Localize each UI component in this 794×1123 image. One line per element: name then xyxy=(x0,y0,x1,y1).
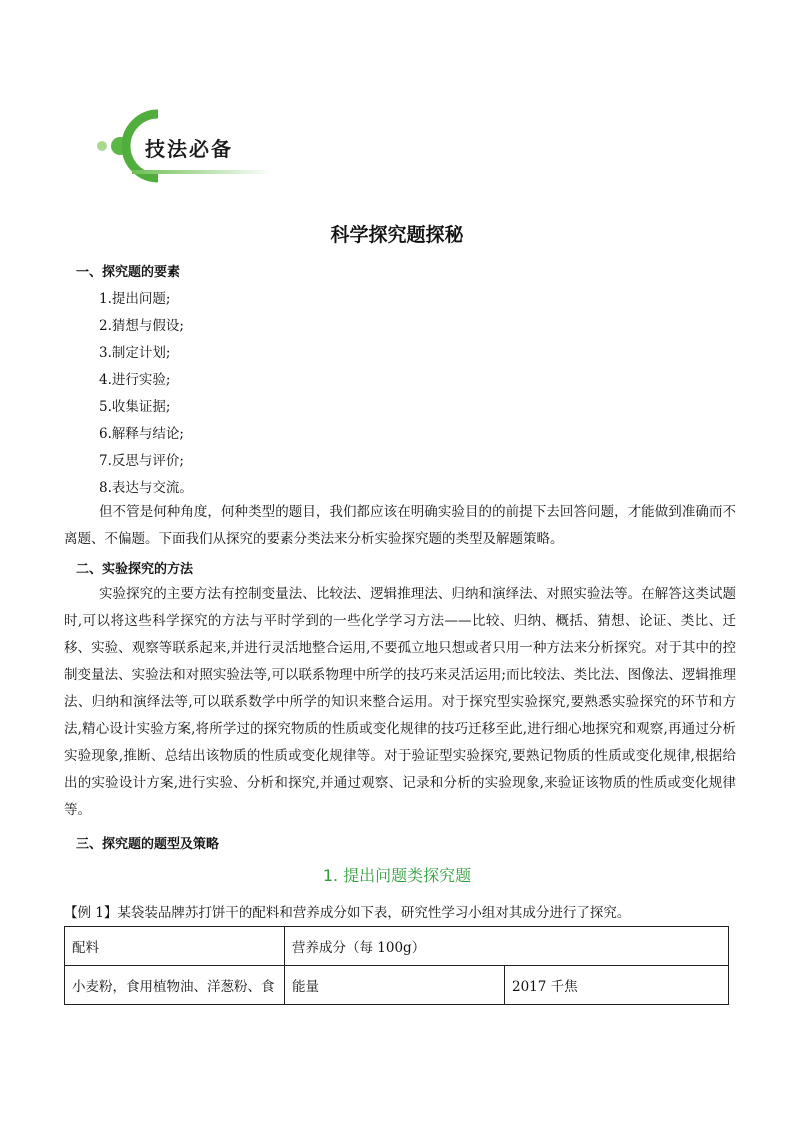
table-cell: 2017 千焦 xyxy=(505,966,729,1005)
table-row xyxy=(65,927,729,966)
table-row xyxy=(65,966,729,1005)
table-cell: 能量 xyxy=(285,966,505,1005)
page-title: 科学探究题探秘 xyxy=(330,224,464,246)
table-header-cell: 配料 xyxy=(65,927,285,966)
section3-heading: 三、探究题的题型及策略 xyxy=(76,837,220,852)
step-item: 8.表达与交流。 xyxy=(99,480,193,496)
step-item: 4.进行实验; xyxy=(99,372,171,388)
question-type-subheading: 1. 提出问题类探究题 xyxy=(322,866,472,885)
step-item: 7.反思与评价; xyxy=(99,453,184,469)
section1-heading: 一、探究题的要素 xyxy=(76,265,181,280)
step-item: 2.猜想与假设; xyxy=(99,318,184,334)
section2-paragraph: 实验探究的主要方法有控制变量法、比较法、逻辑推理法、归纳和演绎法、对照实验法等。在解答这类试题时,可以将这些科学探究的方法与平时学到的一些化学学习方法——比较、归纳、概括、猜想、论证、类比、迁移、实验、观察等联系起来,并进行灵活地整合运用,不要孤立地只想或者只用一种方法来分析探究。对于其中的控制变量法、实验法和对照实验法等,可以联系物理中所学的技巧来灵活运用;而比较法、类比法、图像法、逻辑推理法、归纳和演绎法等,可以联系数学中所学的知识来整合运用。对于探究型实验探究,要熟悉实验探究的环节和方法,精心设计实验方案,将所学过的探究物质的性质或变化规律的技巧迁移至此,进行细心地探究和观察,再通过分析实验现象,推断、总结出该物质的性质或变化规律等。对于验证型实验探究,要熟记物质的性质或变化规律,根据给出的实验设计方案,进行实验、分析和探究,并通过观察、记录和分析的实验现象,来验证该物质的性质或变化规律等。 xyxy=(64,586,736,818)
step-item: 6.解释与结论; xyxy=(99,426,184,442)
example-1-text: 【例 1】某袋装品牌苏打饼干的配料和营养成分如下表，研究性学习小组对其成分进行了探究。 xyxy=(64,905,631,921)
section-logo-label: 技法必备 xyxy=(145,137,233,161)
step-item: 1.提出问题; xyxy=(99,291,171,307)
section2-heading: 二、实验探究的方法 xyxy=(76,562,194,577)
step-item: 3.制定计划; xyxy=(99,345,171,361)
section1-paragraph: 但不管是何种角度，何种类型的题目，我们都应该在明确实验目的的前提下去回答问题，才能做到准确而不离题、不偏题。下面我们从探究的要素分类法来分析实验探究题的类型及解题策略。 xyxy=(64,504,736,547)
table-cell: 小麦粉，食用植物油、洋葱粉、食 xyxy=(65,966,285,1005)
table-header-cell: 营养成分（每 100g） xyxy=(285,927,729,966)
nutrition-table xyxy=(64,926,729,1005)
step-item: 5.收集证据; xyxy=(99,399,171,415)
